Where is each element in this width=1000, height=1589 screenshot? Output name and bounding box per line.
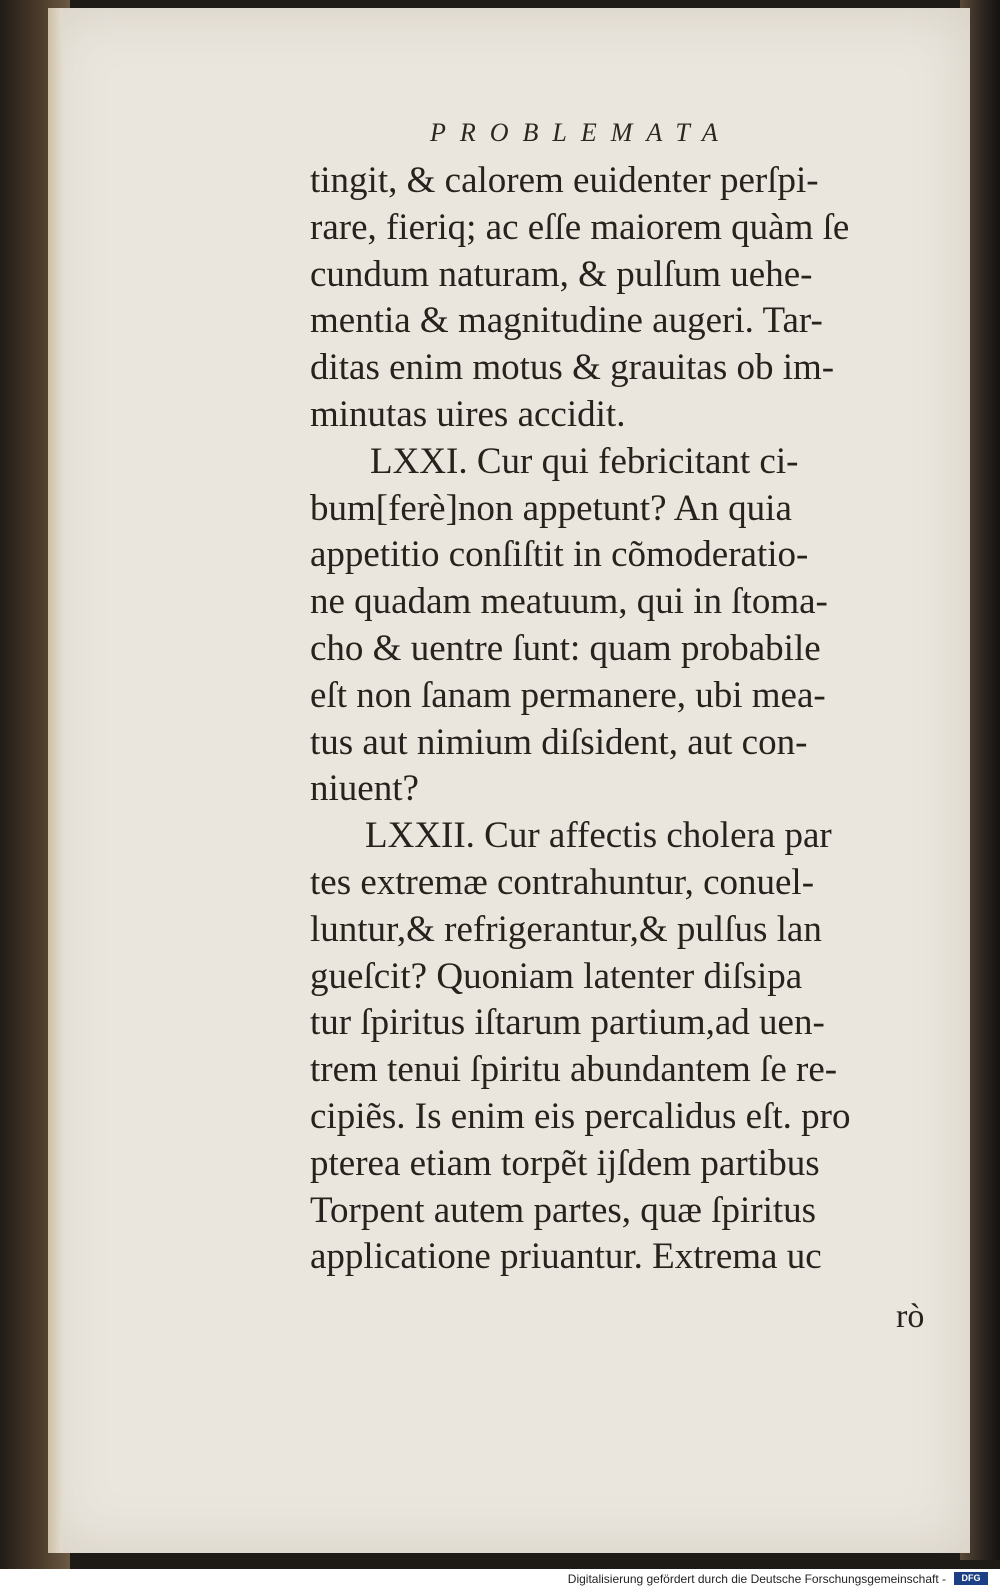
text-line: mentia & magnitudine augeri. Tar- [310, 300, 823, 342]
text-line: rare, fieriq; ac eſſe maiorem quàm ſe [310, 206, 850, 248]
text-line: tes extremæ contrahuntur, conuel- [310, 861, 815, 903]
text-line: ditas enim motus & grauitas ob im- [310, 347, 835, 389]
page-text [310, 158, 965, 1281]
text-line: appetitio conſiſtit in cõmoderatio- [310, 534, 809, 576]
running-header: PROBLEMATA [430, 118, 732, 147]
text-line: tingit, & calorem euidenter perſpi- [310, 160, 819, 201]
text-line: niuent? [310, 768, 419, 810]
text-line: minutas uires accidit. [310, 393, 626, 435]
problem-heading-lxxii: LXXII. Cur affectis cholera par [365, 815, 832, 857]
text-line: Torpent autem partes, quæ ſpiritus [310, 1189, 817, 1231]
text-line: tus aut nimium diſsident, aut con- [310, 721, 808, 763]
text-line: cipiẽs. Is enim eis percalidus eſt. pro [310, 1095, 851, 1137]
text-line: gueſcit? Quoniam latenter diſsipa [310, 955, 803, 997]
text-line: pterea etiam torpẽt ijſdem partibus [310, 1142, 820, 1184]
text-line: eſt non ſanam permanere, ubi mea- [310, 674, 826, 716]
text-line: cho & uentre ſunt: quam probabile [310, 627, 821, 669]
text-line: bum[ferè]non appetunt? An quia [310, 487, 792, 529]
catchword: rò [896, 1298, 925, 1335]
footer-credit: Digitalisierung gefördert durch die Deutsche Forschungsgemeinschaft - [567, 1572, 946, 1586]
problem-heading-lxxi: LXXI. Cur qui febricitant ci- [370, 440, 799, 482]
text-line: cundum naturam, & pulſum uehe- [310, 253, 813, 295]
text-line: tur ſpiritus iſtarum partium,ad uen- [310, 1002, 825, 1044]
dfg-logo: DFG [954, 1572, 988, 1585]
page-gutter-shade [48, 8, 62, 1553]
text-line: trem tenui ſpiritu abundantem ſe re- [310, 1049, 838, 1091]
text-line: luntur,& refrigerantur,& pulſus lan [310, 908, 822, 950]
text-line: applicatione priuantur. Extrema uc [310, 1236, 822, 1278]
text-line: ne quadam meatuum, qui in ſtoma- [310, 581, 828, 623]
